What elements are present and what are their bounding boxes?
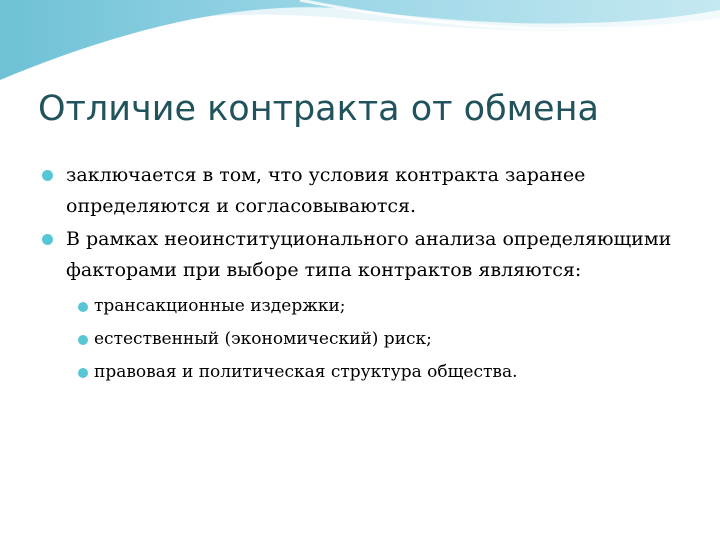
bullet-item (40, 160, 700, 222)
bullet-item (40, 224, 700, 389)
sub-bullet-text: естественный (экономический) риск; (94, 329, 432, 349)
header-wave-decoration (0, 0, 720, 90)
bullet-icon (42, 170, 53, 181)
bullet-text: заключается в том, что условия контракта заранее определяются и согласовываются. (66, 164, 586, 217)
sub-bullet-text: правовая и политическая структура общества. (94, 362, 518, 382)
bullet-text: В рамках неоинституционального анализа определяющими факторами при выборе типа контрактов являются: (66, 228, 672, 281)
bullet-icon (42, 234, 53, 245)
sub-bullet-list (66, 290, 700, 389)
bullet-icon (78, 368, 88, 378)
sub-bullet-text: трансакционные издержки; (94, 296, 346, 316)
sub-bullet-item (66, 356, 700, 389)
sub-bullet-item (66, 323, 700, 356)
sub-bullet-item (66, 290, 700, 323)
bullet-list (40, 160, 700, 391)
slide-title: Отличие контракта от обмена (38, 89, 599, 129)
bullet-icon (78, 335, 88, 345)
bullet-icon (78, 302, 88, 312)
